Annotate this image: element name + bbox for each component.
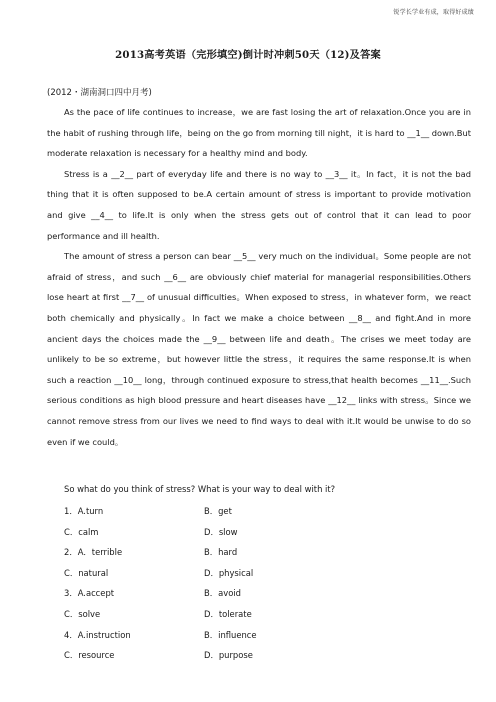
header-note: 锐学长学业有成，取得好成绩 — [393, 9, 474, 16]
option-row — [64, 501, 364, 522]
option-left: C．solve — [64, 608, 101, 619]
option-right: D．tolerate — [204, 608, 252, 619]
option-row — [64, 604, 364, 625]
option-row — [64, 563, 364, 584]
paragraph-2: Stress is a __2__ part of everyday life and there is no way to __3__ it。In fact，it is not the bad thing that it is often supposed to be.A certain amount of stress is important to provide motivation and give __4__ to life.It is only when the stress gets out of control that it can lead to poor performance and ill health. — [47, 168, 471, 241]
paragraph-1: As the pace of life continues to increase，we are fast losing the art of relaxation.Once you are in the habit of rushing through life，being on the go from morning till night，it is hard to __1__ down.But moderate relaxation is necessary for a healthy mind and body. — [47, 107, 471, 159]
passage-body — [47, 102, 471, 452]
option-left: 3．A.accept — [64, 588, 115, 599]
answer-options — [64, 501, 364, 666]
option-right: D．slow — [204, 526, 238, 537]
passage-source: (2012・湖南洞口四中月考) — [47, 88, 152, 98]
option-right: B．get — [204, 506, 232, 516]
discussion-question: So what do you think of stress? What is your way to deal with it? — [64, 484, 336, 494]
option-left: 4．A.instruction — [64, 629, 131, 640]
option-right: B．avoid — [204, 588, 241, 599]
option-right: B．hard — [204, 547, 238, 558]
option-right: D．purpose — [204, 650, 253, 661]
option-right: D．physical — [204, 567, 254, 578]
option-row — [64, 522, 364, 543]
option-row — [64, 583, 364, 604]
option-left: 1．A.turn — [64, 506, 104, 516]
option-left: C．natural — [64, 567, 109, 578]
option-row — [64, 645, 364, 666]
option-left: C．resource — [64, 650, 115, 661]
document-title: 2013高考英语（完形填空)倒计时冲刺50天（12)及答案 — [115, 49, 381, 61]
paragraph-3: The amount of stress a person can bear __5__ very much on the individual。Some people are not afraid of stress，and such __6__ are obviously chief material for managerial responsibilities.Others lose heart at first __7__ of unusual difficulties。When exposed to stress，in whatever form，we react both chemically and physically。In fact we make a choice between __8__ and fight.And in more ancient days the choices made the __9__ between life and death。The crises we meet today are unlikely to be so extreme，but however little the stress，it requires the same response.It is when such a reaction __10__ long，through continued exposure to stress,that health becomes __11__.Such serious conditions as high blood pressure and heart diseases have __12__ links with stress。Since we cannot remove stress from our lives we need to find ways to deal with it.It would be unwise to do so even if we could。 — [47, 251, 471, 447]
option-row — [64, 625, 364, 646]
option-row — [64, 542, 364, 563]
option-left: C．calm — [64, 526, 99, 537]
option-right: B．influence — [204, 629, 257, 640]
option-left: 2．A．terrible — [64, 547, 123, 558]
